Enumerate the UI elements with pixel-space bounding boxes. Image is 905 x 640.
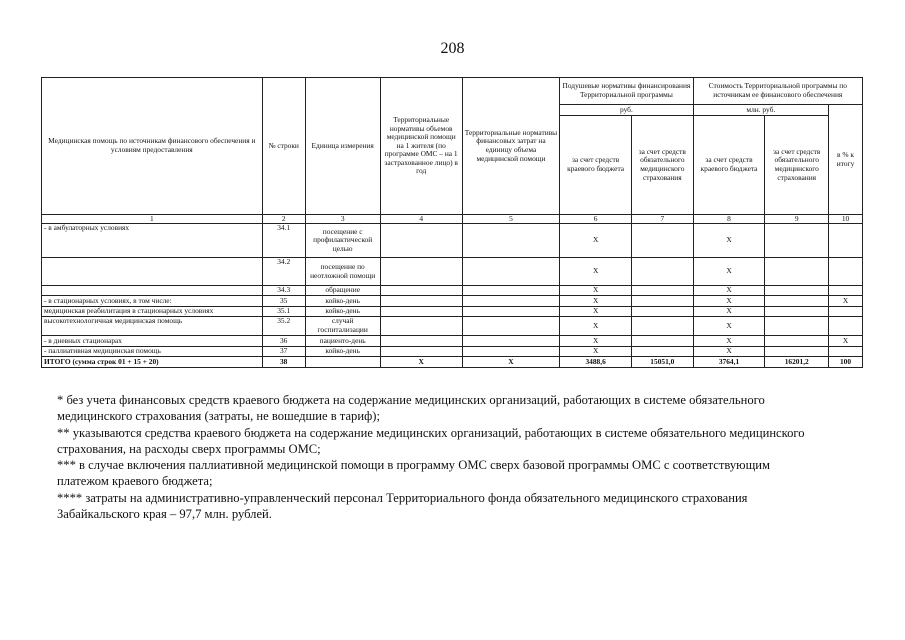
table-row [42,307,863,317]
cell-c5 [462,296,559,307]
cell-c8: X [693,224,765,258]
row-unit: койко-день [305,296,380,307]
row-unit: посещение с профилактической целью [305,224,380,258]
total-c9: 16201,2 [765,357,829,368]
total-c4: X [380,357,462,368]
col-num-10: 10 [829,215,863,224]
row-name [42,286,263,296]
cell-c7 [632,336,694,347]
cell-c4 [380,258,462,286]
header-norm-cost: Территориальные нормативы финансовых затрат на единицу объема медицинской помощи [462,78,559,215]
header-program-cost: Стоимость Территориальной программы по источникам ее финансового обеспечения [693,78,862,105]
cell-c10 [829,317,863,336]
cell-c9 [765,307,829,317]
row-unit: случай госпитализации [305,317,380,336]
cell-c8: X [693,317,765,336]
cell-c4 [380,224,462,258]
cell-c7 [632,296,694,307]
footnote-1-line-1: * без учета финансовых средств краевого бюджета на содержание медицинских организаций, работающих в системе обязательного [57,393,765,407]
cell-c6: X [560,296,632,307]
table-row [42,347,863,357]
col-num-9: 9 [765,215,829,224]
cell-c10 [829,347,863,357]
cell-c4 [380,347,462,357]
cell-c7 [632,347,694,357]
cell-c8: X [693,347,765,357]
row-name: - паллиативная медицинская помощь [42,347,263,357]
cell-c10 [829,258,863,286]
header-unit-rub: руб. [560,105,693,116]
row-number: 36 [262,336,305,347]
cell-c6: X [560,286,632,296]
cell-c6: X [560,317,632,336]
col-num-5: 5 [462,215,559,224]
table-row [42,258,863,286]
row-name: высокотехнологичная медицинская помощь [42,317,263,336]
row-name: - в стационарных условиях, в том числе: [42,296,263,307]
row-unit: койко-день [305,347,380,357]
table-row [42,286,863,296]
total-c8: 3764,1 [693,357,765,368]
row-name [42,258,263,286]
cell-c6: X [560,307,632,317]
cell-c9 [765,347,829,357]
col-num-2: 2 [262,215,305,224]
cell-c8: X [693,286,765,296]
cell-c9 [765,336,829,347]
total-c6: 3488,6 [560,357,632,368]
row-name: медицинская реабилитация в стационарных условиях [42,307,263,317]
row-unit: обращение [305,286,380,296]
cell-c7 [632,317,694,336]
col-num-6: 6 [560,215,632,224]
table-row [42,224,863,258]
row-number: 34.3 [262,286,305,296]
header-cost-oms: за счет средств обязательного медицинского страхования [765,116,829,215]
cell-c8: X [693,258,765,286]
footnote-1-line-2: медицинского страхования (затраты, не вошедшие в тариф); [57,409,380,424]
cell-c10 [829,307,863,317]
col-num-3: 3 [305,215,380,224]
row-name: - в амбулаторных условиях [42,224,263,258]
col-num-8: 8 [693,215,765,224]
cell-c6: X [560,258,632,286]
row-unit: койко-день [305,307,380,317]
page-number: 208 [440,40,465,57]
header-percent: в % к итогу [829,105,863,215]
table-row [42,317,863,336]
total-number: 38 [262,357,305,368]
header-pc-oms: за счет средств обязательного медицинского страхования [632,116,694,215]
total-row [42,357,863,368]
cell-c9 [765,286,829,296]
footnote-2-line-2: страхования, на расходы сверх программы ОМС; [57,441,321,456]
footnote-2-line-1: ** указываются средства краевого бюджета на содержание медицинских организаций, работающих в системе обязательного медицинского [57,425,805,440]
footnotes [57,392,857,522]
cell-c4 [380,286,462,296]
header-norm-volume: Территориальные нормативы объемов медицинской помощи на 1 жителя (по программе ОМС – на 1 застрахованное лицо) в год [380,78,462,215]
cell-c8: X [693,296,765,307]
cell-c9 [765,317,829,336]
cell-c5 [462,224,559,258]
cell-c10 [829,224,863,258]
cell-c7 [632,286,694,296]
column-number-row [42,215,863,224]
row-number: 34.1 [262,224,305,258]
cell-c4 [380,296,462,307]
row-name: - в дневных стационарах [42,336,263,347]
cell-c10 [829,286,863,296]
footnote-3-line-2: платежом краевого бюджета; [57,474,213,489]
table-row [42,296,863,307]
row-number: 37 [262,347,305,357]
cell-c4 [380,336,462,347]
cell-c8: X [693,307,765,317]
footnote-4-line-2: Забайкальского края – 97,7 млн. рублей. [57,507,272,522]
header-row-1 [42,78,863,105]
row-number: 35.1 [262,307,305,317]
cell-c4 [380,317,462,336]
header-unit-mln: млн. руб. [693,105,828,116]
table-row [42,336,863,347]
cell-c6: X [560,336,632,347]
cell-c9 [765,296,829,307]
header-per-capita: Подушевые нормативы финансирования Территориальной программы [560,78,693,105]
cell-c10: X [829,296,863,307]
col-num-1: 1 [42,215,263,224]
total-c5: X [462,357,559,368]
footnote-4-line-1: **** затраты на административно-управленческий персонал Территориального фонда обязательного медицинского страхования [57,490,748,505]
cell-c5 [462,258,559,286]
cell-c4 [380,307,462,317]
col-num-4: 4 [380,215,462,224]
cell-c5 [462,286,559,296]
cell-c10: X [829,336,863,347]
cell-c5 [462,317,559,336]
col-num-7: 7 [632,215,694,224]
total-c7: 15051,0 [632,357,694,368]
row-number: 35 [262,296,305,307]
cell-c5 [462,307,559,317]
total-unit [305,357,380,368]
total-name: ИТОГО (сумма строк 01 + 15 + 20) [42,357,263,368]
cell-c7 [632,258,694,286]
cell-c7 [632,307,694,317]
cell-c9 [765,258,829,286]
cell-c6: X [560,224,632,258]
cell-c9 [765,224,829,258]
header-pc-budget: за счет средств краевого бюджета [560,116,632,215]
cell-c7 [632,224,694,258]
header-unit: Единица измерения [305,78,380,215]
header-row-number: № строки [262,78,305,215]
cell-c8: X [693,336,765,347]
row-number: 34.2 [262,258,305,286]
row-number: 35.2 [262,317,305,336]
footnote-3-line-1: *** в случае включения паллиативной медицинской помощи в программу ОМС сверх базовой программы ОМС с соответствующим [57,458,770,473]
cell-c5 [462,347,559,357]
cell-c5 [462,336,559,347]
header-name: Медицинская помощь по источникам финансового обеспечения и условиям предоставления [42,78,263,215]
row-unit: пациенто-день [305,336,380,347]
row-unit: посещение по неотложной помощи [305,258,380,286]
program-cost-table [41,77,863,368]
cell-c6: X [560,347,632,357]
header-cost-budget: за счет средств краевого бюджета [693,116,765,215]
total-c10: 100 [829,357,863,368]
